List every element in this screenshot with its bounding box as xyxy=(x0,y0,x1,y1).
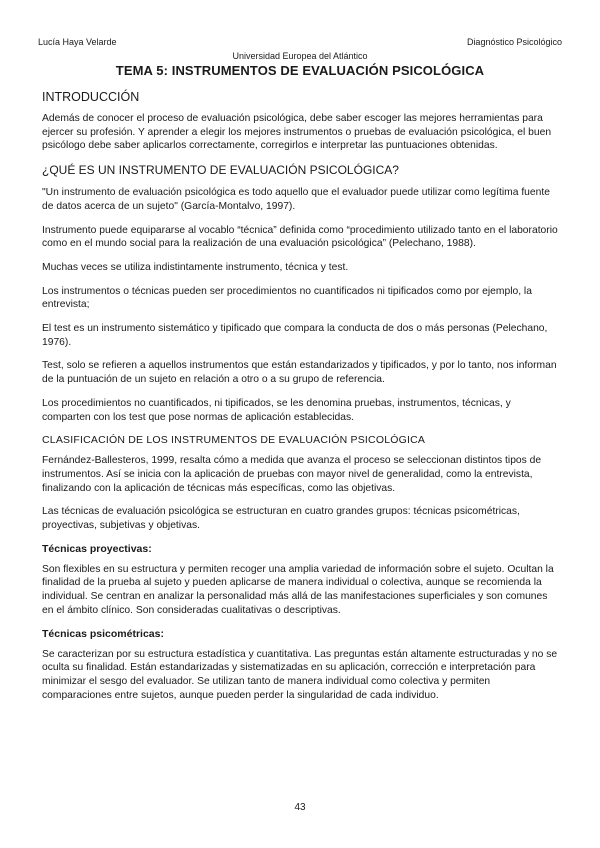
page-title: TEMA 5: INSTRUMENTOS DE EVALUACIÓN PSICOLÓGICA xyxy=(115,63,485,78)
document-body xyxy=(42,90,558,712)
paragraph: Instrumento puede equipararse al vocablo “técnica” definida como “procedimiento utilizado tanto en el laboratorio como en el mundo social para la realización de una evaluación psicológica” (Pelechano, 1988). xyxy=(42,224,558,250)
paragraph: Los instrumentos o técnicas pueden ser procedimientos no cuantificados ni tipificados como por ejemplo, la entrevista; xyxy=(42,285,532,311)
subheading-projective: Técnicas proyectivas: xyxy=(42,542,152,555)
paragraph: "Un instrumento de evaluación psicológica es todo aquello que el evaluador puede utilizar como legítima fuente de datos acerca de un sujeto" (García-Montalvo, 1997). xyxy=(42,187,550,212)
header-university: Universidad Europea del Atlántico xyxy=(232,51,368,61)
paragraph: Fernández-Ballesteros, 1999, resalta cómo a medida que avanza el proceso se seleccionan distintos tipos de instrumentos. Así se inicia con la aplicación de pruebas con mayor nivel de generalidad, como la entrevista, finalizando con la aplicación de técnicas más específicas, como las objetivas. xyxy=(42,455,542,494)
header-author: Lucía Haya Velarde xyxy=(38,37,117,47)
section-heading-classification: CLASIFICACIÓN DE LOS INSTRUMENTOS DE EVALUACIÓN PSICOLÓGICA xyxy=(42,434,426,447)
projective-paragraph: Son flexibles en su estructura y permiten recoger una amplia variedad de información sobre el sujeto. Ocultan la finalidad de la prueba al sujeto y pueden aplicarse de manera individual o colectiva, aunque se recomienda la individual. Se centran en analizar la personalidad más allá de las manifestaciones superficiales y son comunes en el ámbito clínico. Son consideradas cualitativas o descriptivas. xyxy=(42,563,554,616)
psychometric-paragraph: Se caracterizan por su estructura estadística y cuantitativa. Las preguntas están altamente estructuradas y no se oculta su finalidad. Están estandarizadas y sistematizadas en su aplicación, corrección e interpretación para minimizar el sesgo del evaluador. Se utilizan tanto de manera individual como colectiva y permiten comparaciones entre sujetos, aunque pueden perder la singularidad de cada individuo. xyxy=(42,648,558,701)
page-number: 43 xyxy=(294,802,306,813)
paragraph: Muchas veces se utiliza indistintamente instrumento, técnica y test. xyxy=(42,261,349,273)
header-subject: Diagnóstico Psicológico xyxy=(466,37,562,47)
subheading-psychometric: Técnicas psicométricas: xyxy=(42,627,164,640)
paragraph: Los procedimientos no cuantificados, ni tipificados, se les denomina pruebas, instrumentos, técnicas, y comparten con los test que pose normas de aplicación establecidas. xyxy=(42,397,511,423)
paragraph: Test, solo se refieren a aquellos instrumentos que están estandarizados y tipificados, y por lo tanto, nos informan de la puntuación de un sujeto en relación a otro o a su grupo de referencia. xyxy=(42,360,557,386)
intro-heading: INTRODUCCIÓN xyxy=(42,90,140,104)
section-heading-what-is: ¿QUÉ ES UN INSTRUMENTO DE EVALUACIÓN PSICOLÓGICA? xyxy=(42,163,399,178)
intro-paragraph: Además de conocer el proceso de evaluación psicológica, debe saber escoger las mejores herramientas para ejercer su profesión. Y aprender a elegir los mejores instrumentos o pruebas de evaluación psicológica, el buen psicólogo debe saber aplicarlos correctamente, corregirlos e interpretar las puntuaciones obtenidas. xyxy=(42,113,552,152)
paragraph: Las técnicas de evaluación psicológica se estructuran en cuatro grandes grupos: técnicas psicométricas, proyectivas, subjetivas y objetivas. xyxy=(42,506,520,532)
paragraph: El test es un instrumento sistemático y tipificado que compara la conducta de dos o más personas (Pelechano, 1976). xyxy=(42,323,548,348)
